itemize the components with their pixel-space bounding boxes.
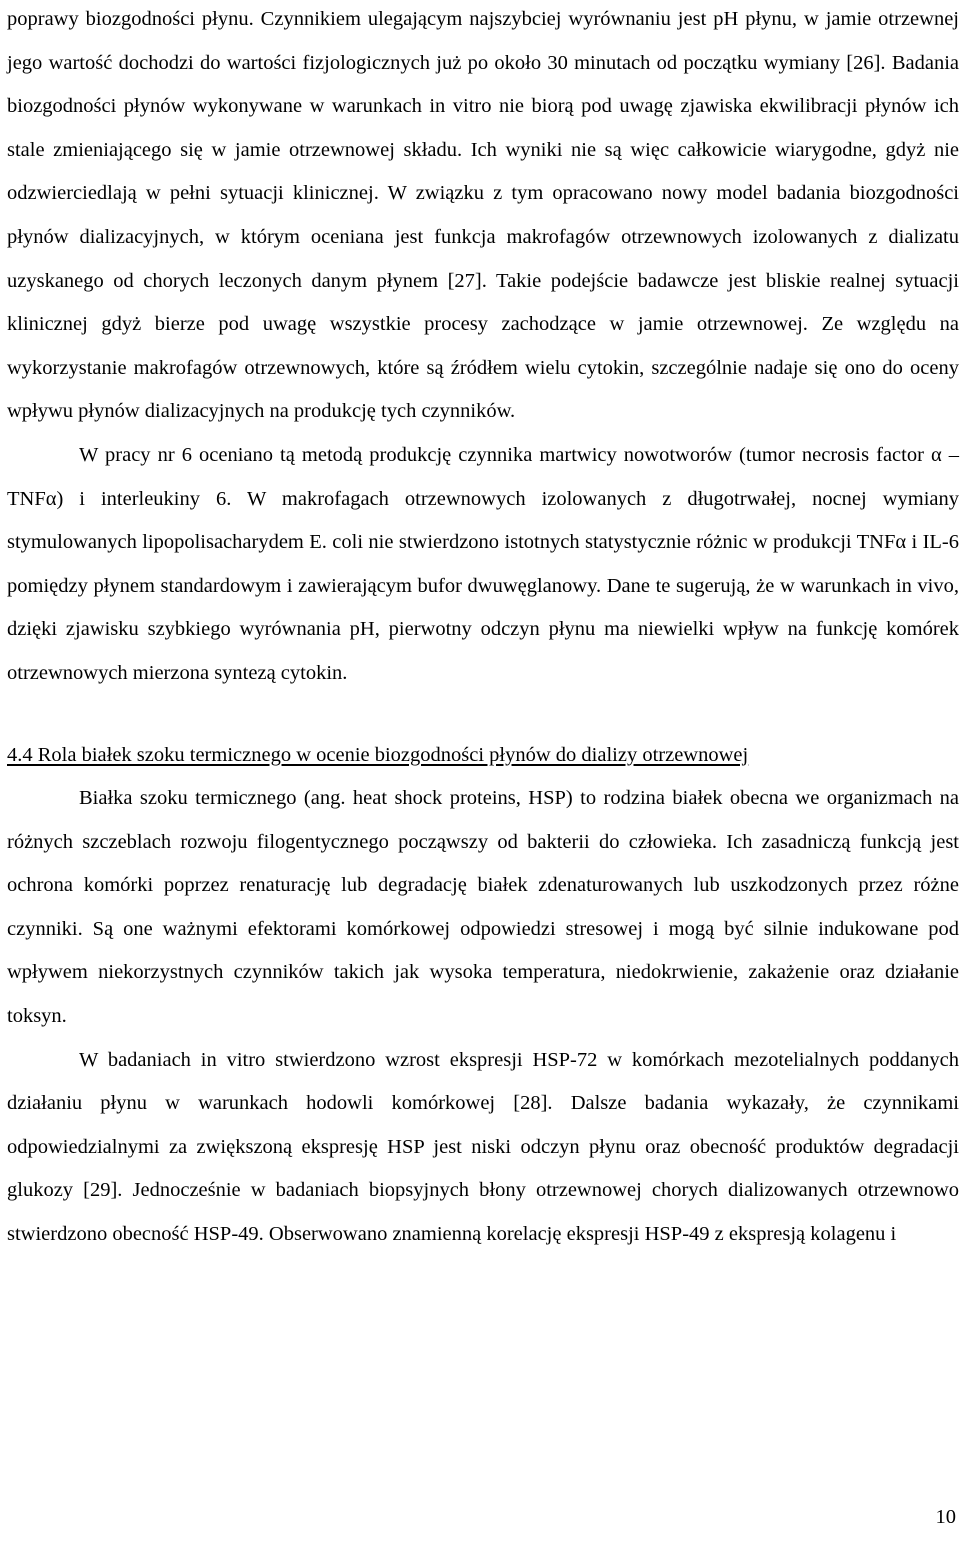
section-heading: 4.4 Rola białek szoku termicznego w ocenie biozgodności płynów do dializy otrzewnowej <box>7 743 749 766</box>
paragraph-2: W pracy nr 6 oceniano tą metodą produkcję czynnika martwicy nowotworów (tumor necrosis factor α – TNFα) i interleukiny 6. W makrofagach otrzewnowych izolowanych z długotrwałej, nocnej wymiany stymulowanych lipopolisacharydem E. coli nie stwierdzono istotnych statystycznie różnic w produkcji TNFα i IL-6 pomiędzy płynem standardowym i zawierającym bufor dwuwęglanowy. Dane te sugerują, że w warunkach in vivo, dzięki zjawisku szybkiego wyrównania pH, pierwotny odczyn płynu ma niewielki wpływ na funkcję komórek otrzewnowych mierzona syntezą cytokin. <box>7 443 959 684</box>
paragraph-4: W badaniach in vitro stwierdzono wzrost ekspresji HSP-72 w komórkach mezotelialnych poddanych działaniu płynu w warunkach hodowli komórkowej [28]. Dalsze badania wykazały, że czynnikami odpowiedzialnymi za zwiększoną ekspresję HSP jest niski odczyn płynu oraz obecność produktów degradacji glukozy [29]. Jednocześnie w badaniach biopsyjnych błony otrzewnowej chorych dializowanych otrzewnowo stwierdzono obecność HSP-49. Obserwowano znamienną korelację ekspresji HSP-49 z ekspresją kolagenu i <box>7 1048 959 1246</box>
page-number: 10 <box>935 1506 956 1528</box>
paragraph-1: poprawy biozgodności płynu. Czynnikiem ulegającym najszybciej wyrównaniu jest pH płynu, w jamie otrzewnej jego wartość dochodzi do wartości fizjologicznych już po około 30 minutach od początku wymiany [26]. Badania biozgodności płynów wykonywane w warunkach in vitro nie biorą pod uwagę zjawiska ekwilibracji płynów ich stale zmieniającego się w jamie otrzewnowej składu. Ich wyniki nie są więc całkowicie wiarygodne, gdyż nie odzwierciedlają w pełni sytuacji klinicznej. W związku z tym opracowano nowy model badania biozgodności płynów dializacyjnych, w którym oceniana jest funkcja makrofagów otrzewnowych izolowanych z dializatu uzyskanego od chorych leczonych danym płynem [27]. Takie podejście badawcze jest bliskie realnej sytuacji klinicznej gdyż bierze pod uwagę wszystkie procesy zachodzące w jamie otrzewnowej. Ze względu na wykorzystanie makrofagów otrzewnowych, które są źródłem wielu cytokin, szczególnie nadaje się ono do oceny wpływu płynów dializacyjnych na produkcję tych czynników. <box>7 8 959 423</box>
paragraph-3: Białka szoku termicznego (ang. heat shock proteins, HSP) to rodzina białek obecna we organizmach na różnych szczeblach rozwoju filogentycznego począwszy od bakterii do człowieka. Ich zasadniczą funkcją jest ochrona komórki poprzez renaturację lub degradację białek zdenaturowanych lub uszkodzonych przez różne czynniki. Są one ważnymi efektorami komórkowej odpowiedzi stresowej i mogą być silnie indukowane pod wpływem niekorzystnych czynników takich jak wysoka temperatura, niedokrwienie, zakażenie oraz działanie toksyn. <box>7 787 959 1028</box>
document-page <box>7 0 959 1257</box>
